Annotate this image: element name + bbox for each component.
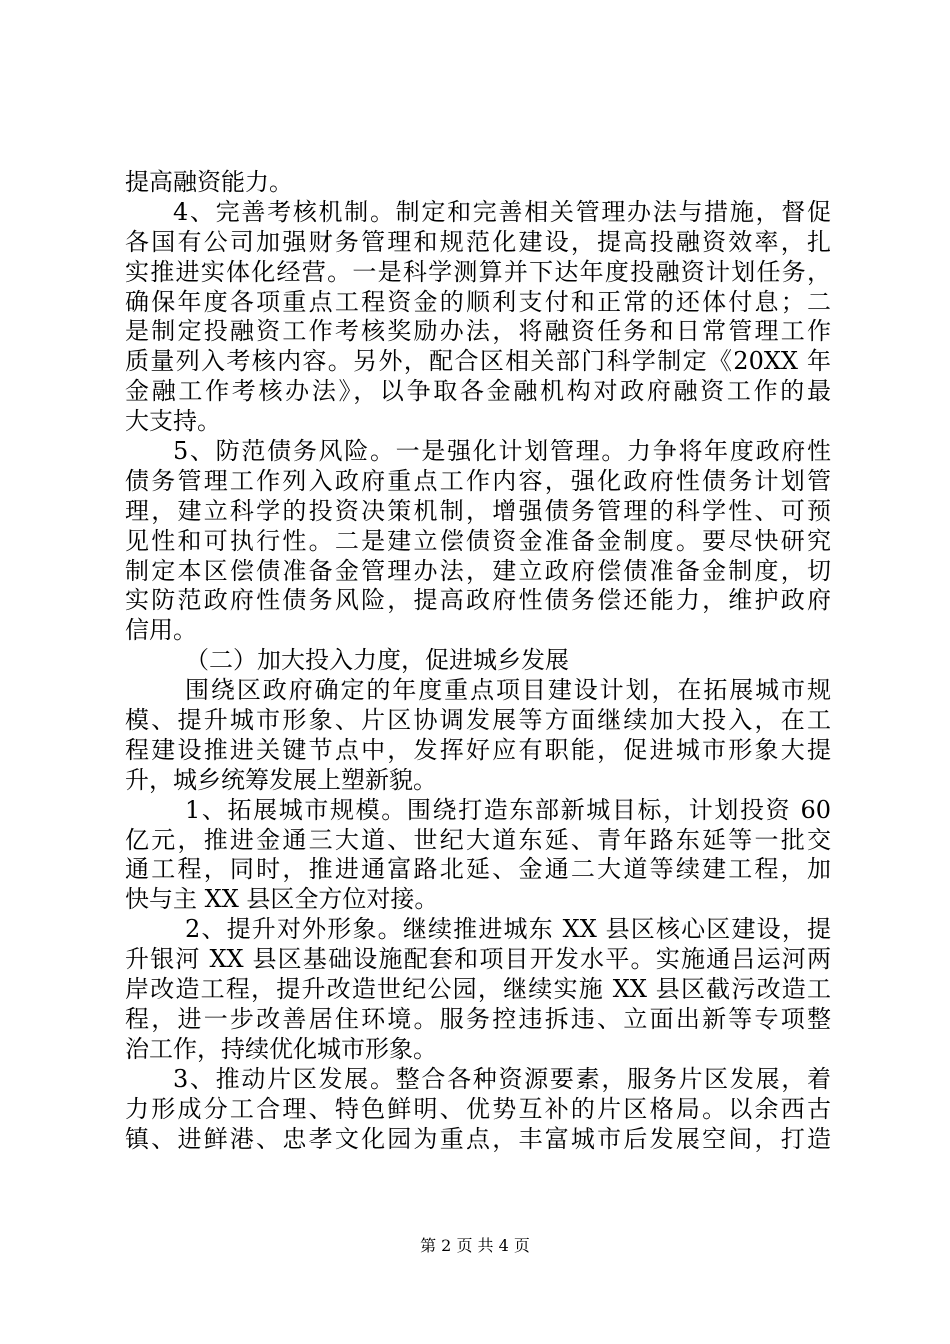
text-line: 见性和可执行性。二是建立偿债资金准备金制度。要尽快研究 <box>125 526 831 555</box>
text-line: 2、提升对外形象。继续推进城东 XX 县区核心区建设，提 <box>185 915 831 944</box>
text-line: 实防范政府性债务风险，提高政府性债务偿还能力，维护政府 <box>125 586 831 615</box>
text-line: 制定本区偿债准备金管理办法，建立政府偿债准备金制度，切 <box>125 556 831 585</box>
text-line: 1、拓展城市规模。围绕打造东部新城目标，计划投资 60 <box>185 795 831 824</box>
text-line: 程建设推进关键节点中，发挥好应有职能，促进城市形象大提 <box>125 735 831 764</box>
text-line: 确保年度各项重点工程资金的顺利支付和正常的还体付息；二 <box>125 287 831 316</box>
text-line: 力形成分工合理、特色鲜明、优势互补的片区格局。以余西古 <box>125 1094 831 1123</box>
text-line: 5、防范债务风险。一是强化计划管理。力争将年度政府性 <box>173 437 831 466</box>
document-body <box>125 168 831 1154</box>
text-line: 升，城乡统筹发展上塑新貌。 <box>125 765 437 794</box>
text-line: 债务管理工作列入政府重点工作内容，强化政府性债务计划管 <box>125 466 831 495</box>
text-line: （二）加大投入力度，促进城乡发展 <box>185 646 569 675</box>
text-line: 信用。 <box>125 616 197 645</box>
text-line: 各国有公司加强财务管理和规范化建设，提高投融资效率，扎 <box>125 227 831 256</box>
page-footer: 第 2 页 共 4 页 <box>420 1236 530 1255</box>
text-line: 岸改造工程，提升改造世纪公园，继续实施 XX 县区截污改造工 <box>125 975 831 1004</box>
text-line: 镇、进鲜港、忠孝文化园为重点，丰富城市后发展空间，打造 <box>125 1124 831 1153</box>
text-line: 大支持。 <box>125 407 221 436</box>
text-line: 通工程，同时，推进通富路北延、金通二大道等续建工程，加 <box>125 855 831 884</box>
text-line: 围绕区政府确定的年度重点项目建设计划，在拓展城市规 <box>185 676 831 705</box>
text-line: 升银河 XX 县区基础设施配套和项目开发水平。实施通吕运河两 <box>125 945 831 974</box>
text-line: 程，进一步改善居住环境。服务控违拆违、立面出新等专项整 <box>125 1004 831 1033</box>
text-line: 模、提升城市形象、片区协调发展等方面继续加大投入，在工 <box>125 706 831 735</box>
text-line: 提高融资能力。 <box>125 168 293 196</box>
text-line: 4、完善考核机制。制定和完善相关管理办法与措施，督促 <box>173 197 831 226</box>
text-line: 是制定投融资工作考核奖励办法，将融资任务和日常管理工作 <box>125 317 831 346</box>
text-line: 治工作，持续优化城市形象。 <box>125 1034 437 1063</box>
text-line: 实推进实体化经营。一是科学测算并下达年度投融资计划任务， <box>125 257 831 286</box>
text-line: 快与主 XX 县区全方位对接。 <box>125 885 439 914</box>
text-line: 质量列入考核内容。另外，配合区相关部门科学制定《20XX 年 <box>125 347 831 376</box>
text-line: 金融工作考核办法》，以争取各金融机构对政府融资工作的最 <box>125 377 831 406</box>
text-line: 3、推动片区发展。整合各种资源要素，服务片区发展，着 <box>173 1064 831 1093</box>
text-line: 理，建立科学的投资决策机制，增强债务管理的科学性、可预 <box>125 496 831 525</box>
text-line: 亿元，推进金通三大道、世纪大道东延、青年路东延等一批交 <box>125 825 831 854</box>
